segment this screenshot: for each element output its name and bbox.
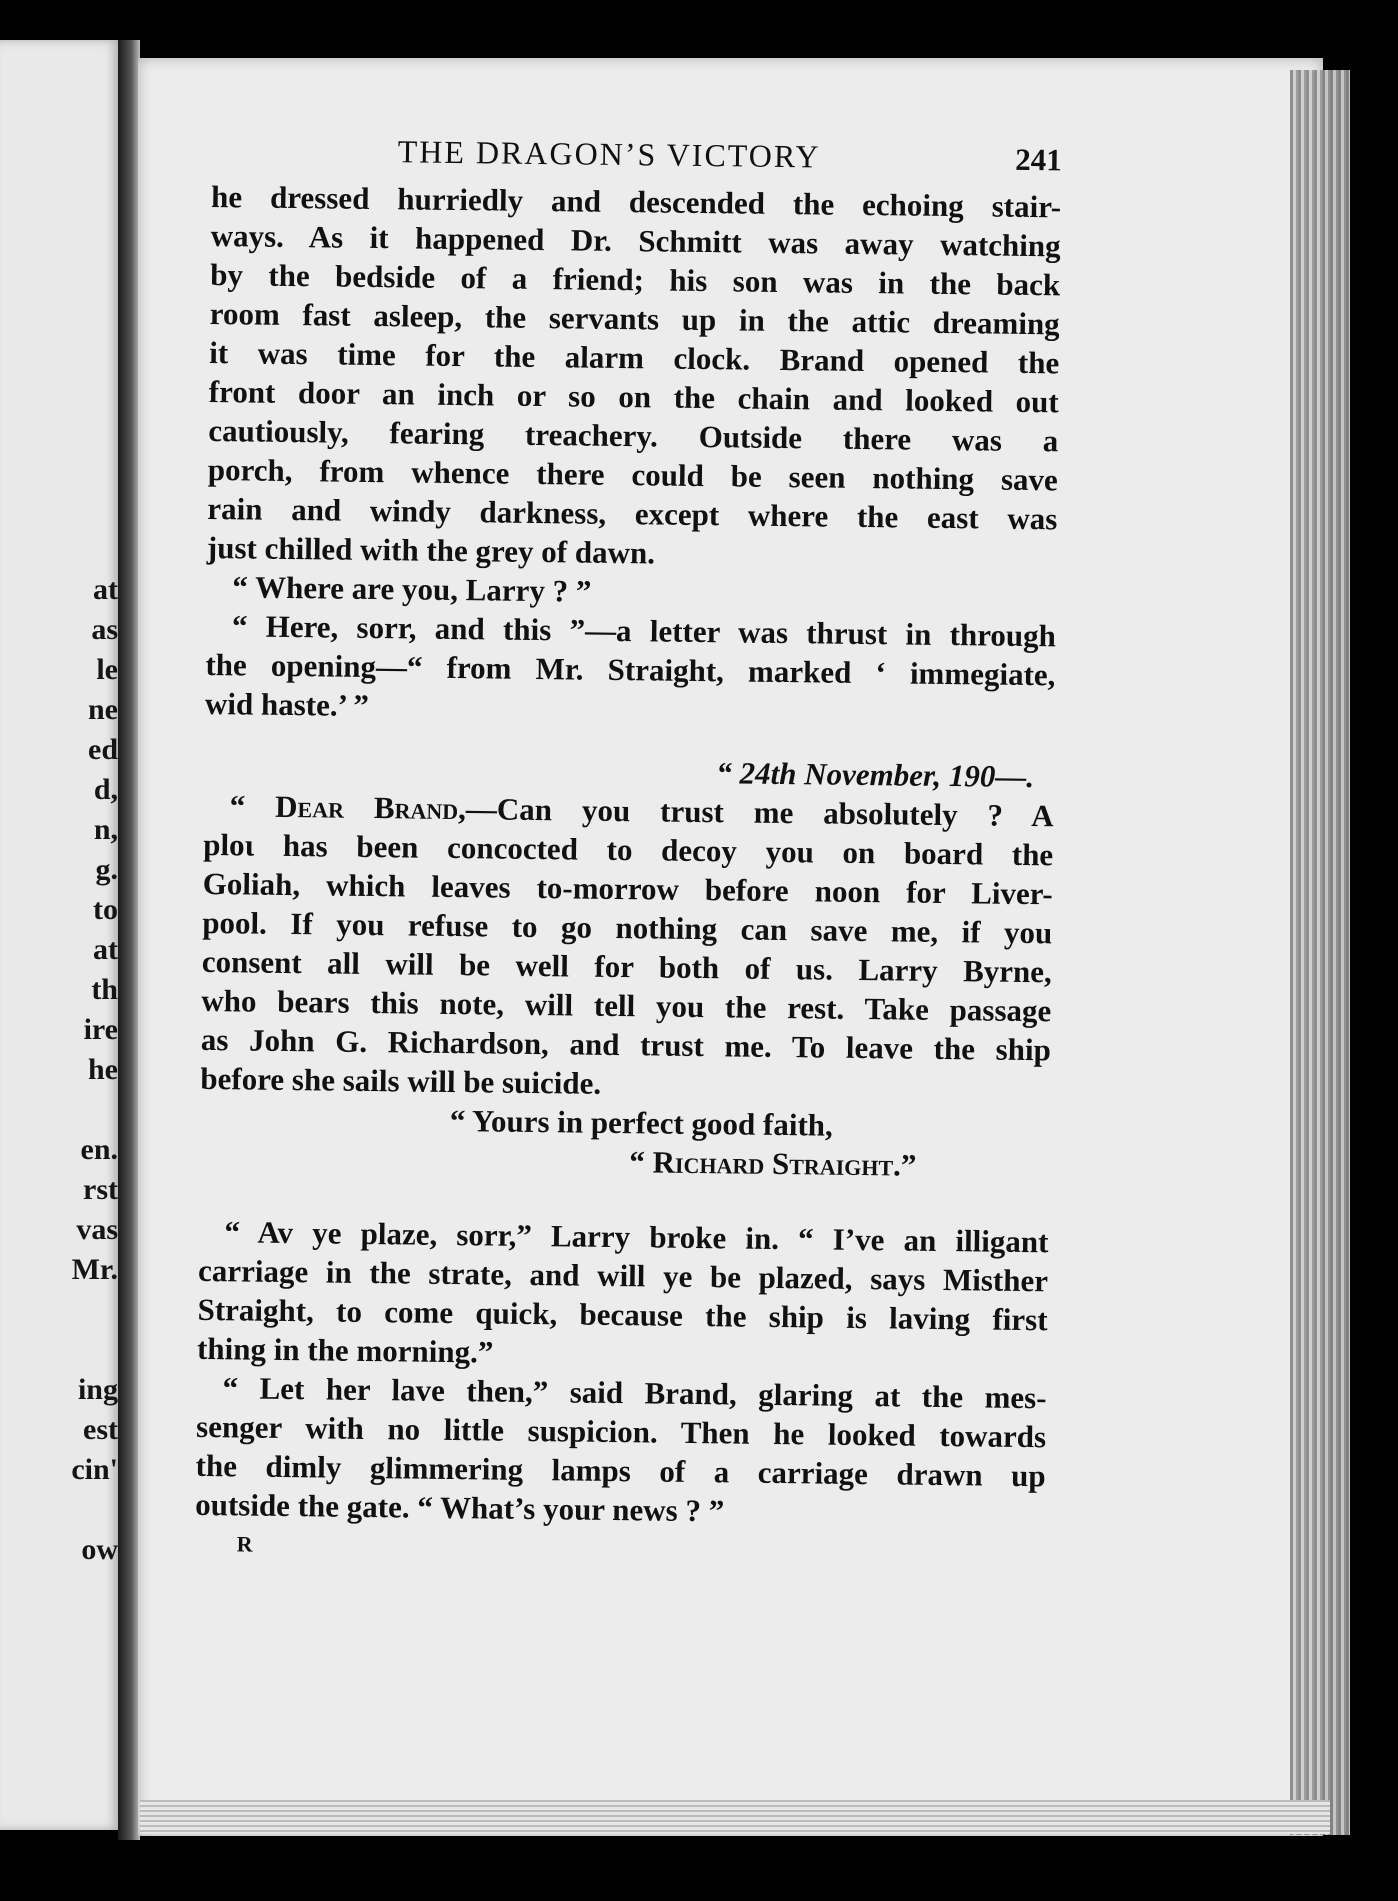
left-page-text-fragment: ed	[88, 733, 118, 766]
text-line: room fast asleep, the servants up in the attic dreaming	[209, 295, 1060, 342]
left-facing-page	[0, 40, 122, 1830]
left-page-text-fragment: ing	[77, 1373, 118, 1406]
left-page-text-fragment: vas	[76, 1213, 118, 1246]
text-line: senger with no little suspicion. Then he looked towards	[195, 1408, 1047, 1455]
bottom-page-edges	[140, 1800, 1330, 1834]
left-page-text-fragment: ow	[81, 1533, 118, 1566]
left-page-text-fragment: d,	[93, 773, 118, 806]
left-page-text-fragment: rst	[83, 1173, 118, 1206]
page-edges	[1290, 70, 1350, 1835]
left-page-text-fragment: n,	[93, 813, 118, 846]
left-page-text-fragment: th	[91, 973, 118, 1006]
paragraph	[207, 177, 1062, 577]
text-line: thing in the morning.”	[196, 1330, 494, 1370]
text-line: it was time for the alarm clock. Brand opened the	[209, 334, 1060, 381]
text-line: rain and windy darkness, except where the east was	[207, 490, 1058, 537]
text-line: the dimly glimmering lamps of a carriage drawn up	[195, 1447, 1046, 1494]
text-line: “ Let her lave then,” said Brand, glaring at the mes-	[222, 1370, 1047, 1416]
left-page-text-fragment: Mr.	[71, 1253, 118, 1286]
text-line: who bears this note, will tell you the rest. Take passage	[201, 982, 1052, 1029]
text-line: ploι has been concocted to decoy you on board the	[203, 826, 1054, 873]
text-line: as John G. Richardson, and trust me. To leave the ship	[200, 1021, 1052, 1068]
left-page-text-fragment: g.	[95, 853, 118, 886]
text-line: “ Here, sorr, and this ”—a letter was thrust in through	[231, 608, 1057, 654]
text-line: by the bedside of a friend; his son was in the back	[210, 256, 1061, 303]
letter-closing: “ Yours in perfect good faith,	[449, 1102, 833, 1143]
left-page-text-fragment: ire	[83, 1013, 118, 1046]
book-gutter	[118, 40, 140, 1840]
left-page-text-fragment: at	[93, 933, 118, 966]
left-page-text-fragment: le	[96, 653, 118, 686]
left-page-text-fragment: he	[88, 1053, 118, 1086]
text-line: Goliah, which leaves to-morrow before noon for Liver-	[202, 865, 1053, 912]
page-text	[194, 130, 1061, 1573]
left-page-text-fragment: cin'	[71, 1453, 118, 1486]
text-line: porch, from whence there could be seen nothing save	[207, 451, 1059, 498]
page-number: 241	[1014, 141, 1062, 178]
text-line: the opening—“ from Mr. Straight, marked ‘ immegiate,	[205, 646, 1056, 693]
text-line: carriage in the strate, and will ye be plazed, says Misther	[197, 1252, 1049, 1299]
text-line: just chilled with the grey of dawn.	[206, 529, 656, 571]
printer-signature-mark: R	[236, 1531, 253, 1557]
text-line: he dressed hurriedly and descended the echoing stair-	[210, 178, 1062, 225]
paragraph	[197, 1212, 1049, 1378]
letter-salutation: “ Dear Brand,	[229, 788, 467, 827]
text-line: cautiously, fearing treachery. Outside there was a	[208, 412, 1059, 459]
letter-signature: “ Richard Straight.”	[629, 1144, 917, 1183]
text-line: ways. As it happened Dr. Schmitt was away watching	[210, 217, 1061, 264]
letter-text: —Can you trust me absolutely ? A	[465, 791, 1054, 834]
text-line: front door an inch or so on the chain and looked out	[208, 373, 1059, 420]
running-title: THE DRAGON’S VICTORY	[397, 133, 821, 175]
letter	[199, 747, 1054, 1186]
left-page-text-fragment: to	[93, 893, 118, 926]
letter-date: “ 24th November, 190—.	[716, 755, 1035, 795]
text-line: Straight, to come quick, because the ship is laving first	[197, 1291, 1048, 1338]
text-line: wid haste.’ ”	[204, 685, 370, 723]
text-line: pool. If you refuse to go nothing can save me, if you	[202, 904, 1053, 951]
text-line: before she sails will be suicide.	[200, 1060, 602, 1101]
left-page-text-fragment: est	[83, 1413, 118, 1446]
text-line: “ Av ye plaze, sorr,” Larry broke in. “ I’ve an illigant	[224, 1214, 1049, 1260]
text-line: consent all will be well for both of us. Larry Byrne,	[201, 943, 1052, 990]
paragraph	[205, 606, 1056, 733]
paragraph	[195, 1368, 1047, 1534]
left-page-text-fragment: en.	[80, 1133, 118, 1166]
left-page-text-fragment: as	[91, 613, 118, 646]
text-line: outside the gate. “ What’s your news ? ”	[194, 1486, 725, 1529]
left-page-text-fragment: at	[93, 573, 118, 606]
dialogue-line: “ Where are you, Larry ? ”	[232, 569, 592, 609]
left-page-text-fragment: ne	[88, 693, 118, 726]
